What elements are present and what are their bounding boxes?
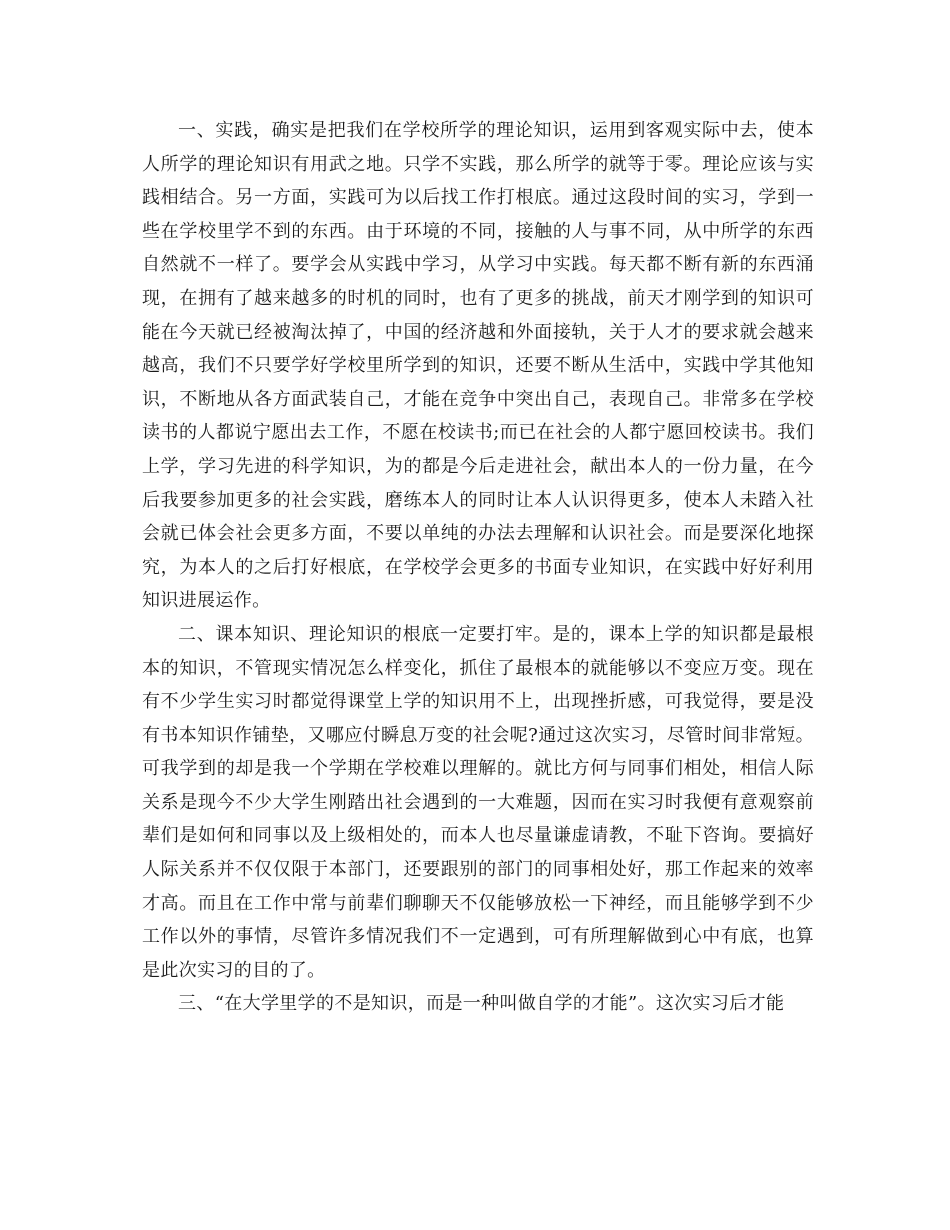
paragraph-self-learning: 三、“在大学里学的不是知识，而是一种叫做自学的才能”。这次实习后才能 (178, 993, 785, 1015)
document-body (142, 114, 814, 1021)
paragraph-practice: 一、实践，确实是把我们在学校所学的理论知识，运用到客观实际中去，使本人所学的理论知识有用武之地。只学不实践，那么所学的就等于零。理论应该与实践相结合。另一方面，实践可为以后找工作打根底。通过这段时间的实习，学到一些在学校里学不到的东西。由于环境的不同，接触的人与事不同，从中所学的东西自然就不一样了。要学会从实践中学习，从学习中实践。每天都不断有新的东西涌现，在拥有了越来越多的时机的同时，也有了更多的挑战，前天才刚学到的知识可能在今天就已经被淘汰掉了，中国的经济越和外面接轨，关于人才的要求就会越来越高，我们不只要学好学校里所学到的知识，还要不断从生活中，实践中学其他知识，不断地从各方面武装自己，才能在竞争中突出自己，表现自己。非常多在学校读书的人都说宁愿出去工作，不愿在校读书;而已在社会的人都宁愿回校读书。我们上学，学习先进的科学知识，为的都是今后走进社会，献出本人的一份力量，在今后我要参加更多的社会实践，磨练本人的同时让本人认识得更多，使本人未踏入社会就已体会社会更多方面，不要以单纯的办法去理解和认识社会。而是要深化地探究，为本人的之后打好根底，在学校学会更多的书面专业知识，在实践中好好利用知识进展运作。 (142, 120, 814, 612)
paragraph-textbook-knowledge: 二、课本知识、理论知识的根底一定要打牢。是的，课本上学的知识都是最根本的知识，不管现实情况怎么样变化，抓住了最根本的就能够以不变应万变。现在有不少学生实习时都觉得课堂上学的知识用不上，出现挫折感，可我觉得，要是没有书本知识作铺垫，又哪应付瞬息万变的社会呢?通过这次实习，尽管时间非常短。可我学到的却是我一个学期在学校难以理解的。就比方何与同事们相处，相信人际关系是现今不少大学生刚踏出社会遇到的一大难题，因而在实习时我便有意观察前辈们是如何和同事以及上级相处的，而本人也尽量谦虚请教，不耻下咨询。要搞好人际关系并不仅仅限于本部门，还要跟别的部门的同事相处好，那工作起来的效率才高。而且在工作中常与前辈们聊聊天不仅能够放松一下神经，而且能够学到不少工作以外的事情，尽管许多情况我们不一定遇到，可有所理解做到心中有底，也算是此次实习的目的了。 (142, 623, 814, 981)
